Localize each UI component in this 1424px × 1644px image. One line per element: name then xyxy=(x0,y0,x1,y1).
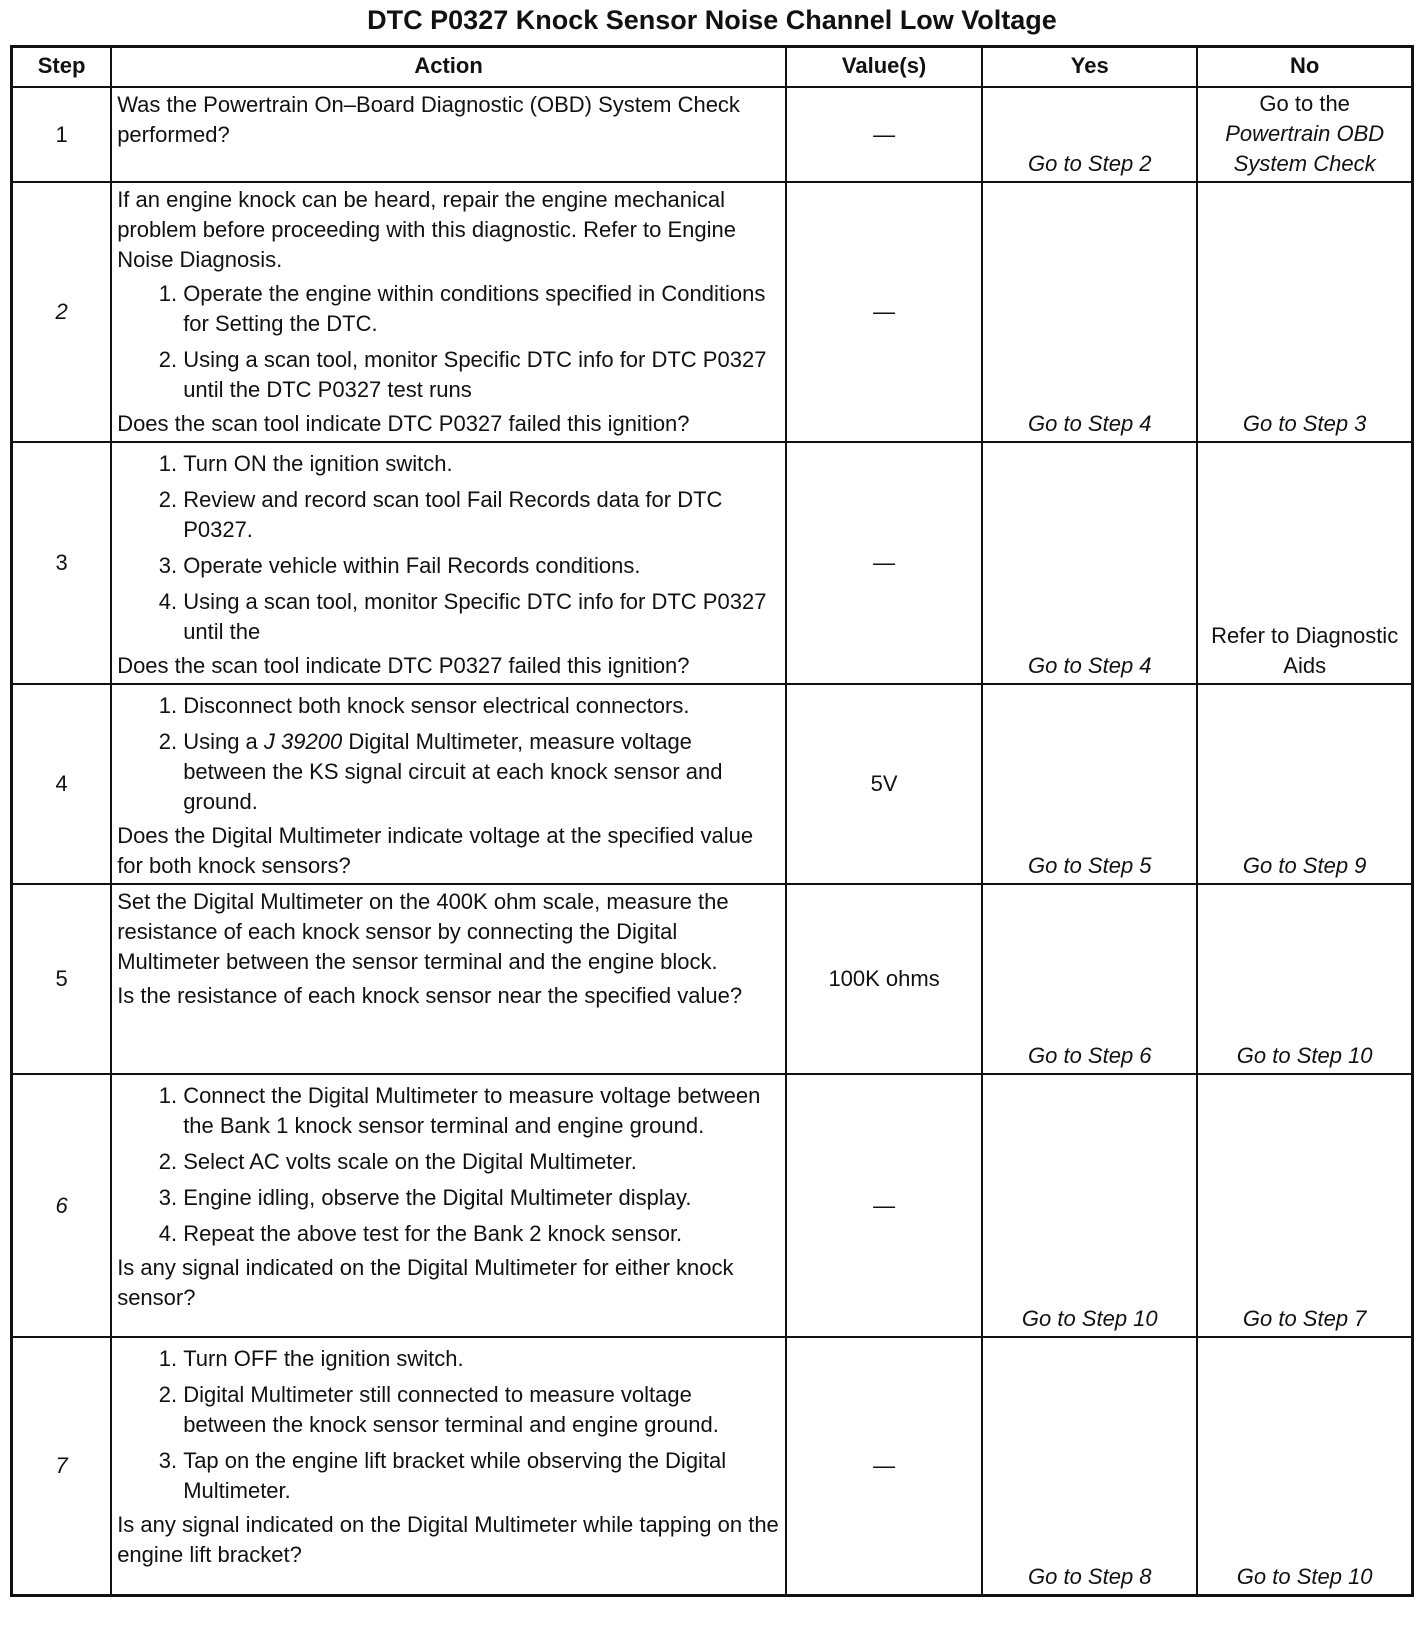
list-item: 3. Engine idling, observe the Digital Multimeter display. xyxy=(183,1183,779,1213)
header-step: Step xyxy=(12,47,112,88)
page-title: DTC P0327 Knock Sensor Noise Channel Low Voltage xyxy=(367,5,1057,35)
tool-number: J 39200 xyxy=(263,729,343,754)
step-number: 7 xyxy=(12,1337,112,1595)
yes-cell: Go to Step 10 xyxy=(982,1074,1197,1337)
no-cell: Go to Step 10 xyxy=(1197,1337,1412,1595)
no-text-reference: Powertrain OBD System Check xyxy=(1225,121,1385,176)
list-item: 1. Operate the engine within conditions specified in Conditions for Setting the DTC. xyxy=(183,279,779,339)
action-text: Set the Digital Multimeter on the 400K ohm scale, measure the resistance of each knock sensor by connecting the Digital Multimeter between the sensor terminal and the engine block. xyxy=(117,889,729,974)
value-cell: — xyxy=(786,442,982,684)
action-cell xyxy=(111,884,786,1074)
table-header-row xyxy=(12,47,1413,88)
action-cell xyxy=(111,1074,786,1337)
header-action: Action xyxy=(111,47,786,88)
table-row xyxy=(12,884,1413,1074)
table-row xyxy=(12,684,1413,884)
value-cell: — xyxy=(786,1337,982,1595)
table-row xyxy=(12,442,1413,684)
list-item: 4. Using a scan tool, monitor Specific DTC info for DTC P0327 until the xyxy=(183,587,779,647)
action-steps xyxy=(117,1081,779,1249)
header-no: No xyxy=(1197,47,1412,88)
no-text-prefix: Go to the xyxy=(1259,91,1350,116)
no-cell xyxy=(1197,87,1412,182)
no-cell: Go to Step 7 xyxy=(1197,1074,1412,1337)
value-cell: — xyxy=(786,182,982,442)
list-item: 3. Tap on the engine lift bracket while observing the Digital Multimeter. xyxy=(183,1446,779,1506)
step-number: 4 xyxy=(12,684,112,884)
table-row xyxy=(12,87,1413,182)
yes-cell: Go to Step 4 xyxy=(982,182,1197,442)
list-item: 2. Review and record scan tool Fail Records data for DTC P0327. xyxy=(183,485,779,545)
list-item: 1. Disconnect both knock sensor electrical connectors. xyxy=(183,691,779,721)
action-question: Is any signal indicated on the Digital Multimeter for either knock sensor? xyxy=(117,1255,734,1310)
no-cell: Go to Step 9 xyxy=(1197,684,1412,884)
table-row xyxy=(12,182,1413,442)
action-question: Is any signal indicated on the Digital Multimeter while tapping on the engine lift bracket? xyxy=(117,1512,779,1567)
item-text: Using a xyxy=(183,729,258,754)
action-text: Was the Powertrain On–Board Diagnostic (OBD) System Check performed? xyxy=(117,92,740,147)
step-number: 5 xyxy=(12,884,112,1074)
action-cell xyxy=(111,1337,786,1595)
action-steps xyxy=(117,1344,779,1506)
action-steps xyxy=(117,449,779,647)
table-row xyxy=(12,1337,1413,1595)
no-cell: Go to Step 10 xyxy=(1197,884,1412,1074)
table-row xyxy=(12,1074,1413,1337)
yes-cell: Go to Step 4 xyxy=(982,442,1197,684)
action-cell xyxy=(111,684,786,884)
diagnostic-table xyxy=(10,45,1414,1597)
list-item: 3. Operate vehicle within Fail Records conditions. xyxy=(183,551,779,581)
value-cell: 100K ohms xyxy=(786,884,982,1074)
step-number: 2 xyxy=(12,182,112,442)
action-cell xyxy=(111,442,786,684)
action-cell xyxy=(111,87,786,182)
yes-cell: Go to Step 8 xyxy=(982,1337,1197,1595)
action-question: Does the Digital Multimeter indicate voltage at the specified value for both knock sensors? xyxy=(117,823,754,878)
value-cell: — xyxy=(786,87,982,182)
action-question: Is the resistance of each knock sensor near the specified value? xyxy=(117,983,743,1008)
action-question: Does the scan tool indicate DTC P0327 failed this ignition? xyxy=(117,411,690,436)
yes-cell: Go to Step 6 xyxy=(982,884,1197,1074)
value-cell: 5V xyxy=(786,684,982,884)
step-number: 1 xyxy=(12,87,112,182)
list-item: 1. Turn ON the ignition switch. xyxy=(183,449,779,479)
action-cell xyxy=(111,182,786,442)
action-question: Does the scan tool indicate DTC P0327 failed this ignition? xyxy=(117,653,690,678)
list-item: 4. Repeat the above test for the Bank 2 knock sensor. xyxy=(183,1219,779,1249)
yes-cell: Go to Step 5 xyxy=(982,684,1197,884)
action-steps xyxy=(117,279,779,405)
action-steps xyxy=(117,691,779,817)
step-number: 3 xyxy=(12,442,112,684)
step-number: 6 xyxy=(12,1074,112,1337)
no-cell: Go to Step 3 xyxy=(1197,182,1412,442)
list-item: 2. Using a scan tool, monitor Specific DTC info for DTC P0327 until the DTC P0327 test runs xyxy=(183,345,779,405)
list-item: 1. Turn OFF the ignition switch. xyxy=(183,1344,779,1374)
action-text: If an engine knock can be heard, repair the engine mechanical problem before proceeding with this diagnostic. Refer to Engine Noise Diagnosis. xyxy=(117,187,736,272)
yes-cell: Go to Step 2 xyxy=(982,87,1197,182)
list-item: 2. Select AC volts scale on the Digital Multimeter. xyxy=(183,1147,779,1177)
item-text: Digital Multimeter, measure voltage between the KS signal circuit at each knock sensor and ground. xyxy=(183,729,723,814)
list-item: 1. Connect the Digital Multimeter to measure voltage between the Bank 1 knock sensor terminal and engine ground. xyxy=(183,1081,779,1141)
no-cell: Refer to Diagnostic Aids xyxy=(1197,442,1412,684)
value-cell: — xyxy=(786,1074,982,1337)
header-yes: Yes xyxy=(982,47,1197,88)
header-values: Value(s) xyxy=(786,47,982,88)
list-item xyxy=(183,727,779,817)
list-item: 2. Digital Multimeter still connected to measure voltage between the knock sensor terminal and engine ground. xyxy=(183,1380,779,1440)
